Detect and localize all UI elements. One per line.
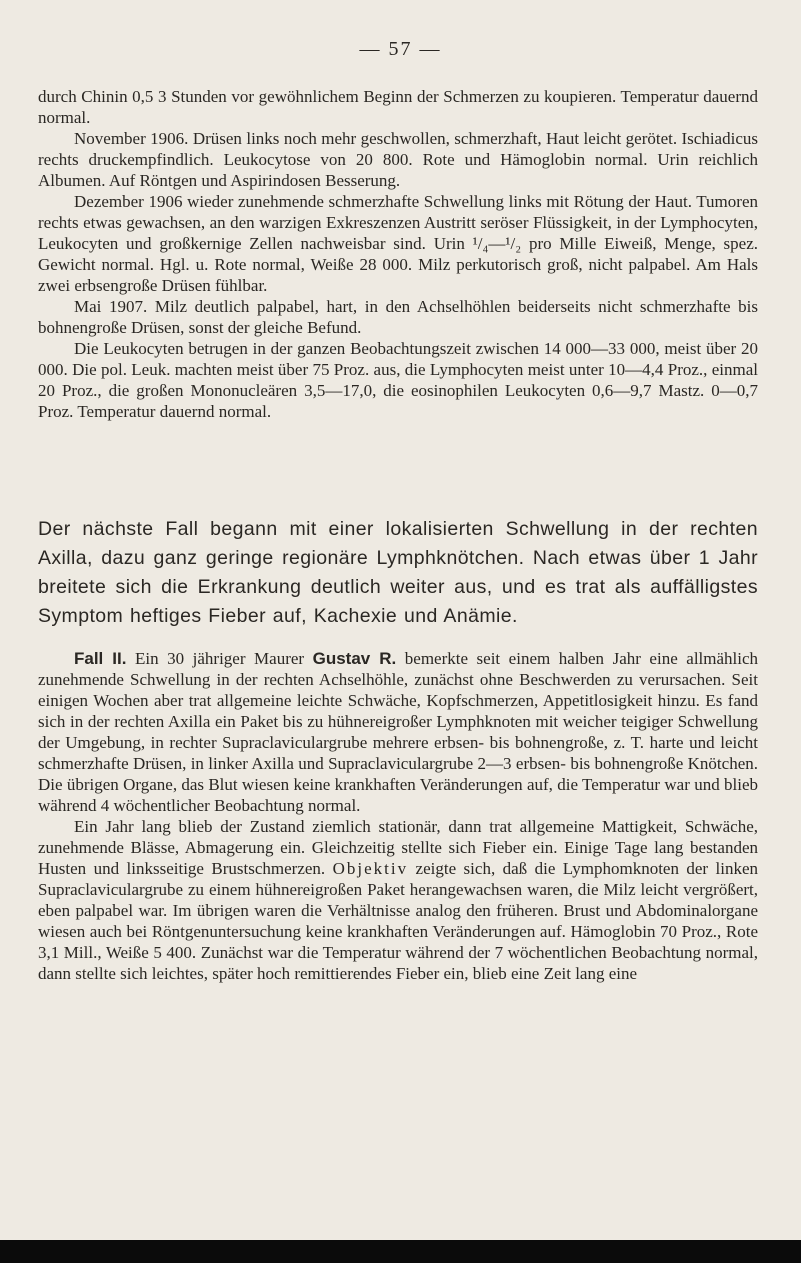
progression-before: Ein Jahr lang blieb der Zustand ziemlich stationär, dann trat allgemeine Mattigkeit, Schwäche, zunehmende Blässe, Abmagerung ein. Gleichzeitig stellte sich Fieber ein. Einige Tage lang bestanden Husten und linksseitige Brustschmerzen. <box>38 817 758 878</box>
case-block <box>38 648 758 984</box>
objektiv-word: Objektiv <box>332 859 409 878</box>
summary-paragraph: Der nächste Fall begann mit einer lokalisierten Schwellung in der rechten Axilla, dazu ganz geringe regionäre Lymphknötchen. Nach etwas über 1 Jahr breitete sich die Erkrankung deutlich weiter aus, und es trat als auffälligstes Symptom heftiges Fieber auf, Kachexie und Anämie. <box>38 518 758 627</box>
case-intro: Ein 30 jähriger Maurer <box>135 649 305 668</box>
paragraph-dezember-1906: Dezember 1906 wieder zunehmende schmerzhafte Schwellung links mit Rötung der Haut. Tumoren rechts etwas gewachsen, an den warzigen Exkreszenzen Austritt seröser Flüssigkeit, in der Lymphocyten, Leukocyten und großkernige Zellen nachweisbar sind. Urin ¹/₄—¹/₂ pro Mille Eiweiß, Menge, spez. Gewicht normal. Hgl. u. Rote normal, Weiße 28 000. Milz perkutorisch groß, nicht palpabel. Am Hals zwei erbsengroße Drüsen fühlbar. <box>38 192 758 295</box>
patient-name: Gustav R. <box>312 649 397 668</box>
paragraph-mai-1907: Mai 1907. Milz deutlich palpabel, hart, in den Achselhöhlen beiderseits nicht schmerzhafte bis bohnengroße Drüsen, sonst der gleiche Befund. <box>38 297 758 337</box>
paragraph-november-1906: November 1906. Drüsen links noch mehr geschwollen, schmerzhaft, Haut leicht gerötet. Ischiadicus rechts druckempfindlich. Leukocytose von 20 800. Rote und Hämoglobin normal. Urin reichlich Albumen. Auf Röntgen und Aspirindosen Besserung. <box>38 129 758 190</box>
paragraph-fall-ii <box>38 648 758 816</box>
page-number: — 57 — <box>359 38 442 60</box>
case-description: bemerkte seit einem halben Jahr eine allmählich zunehmende Schwellung in der rechten Achselhöhle, zunächst ohne Beschwerden zu verursachen. Seit einigen Wochen aber trat allgemeine leichte Schwäche, Kopfschmerzen, Appetitlosigkeit hinzu. Es fand sich in der rechten Axilla ein Paket bis zu hühnereigroßer Lymphknoten mit weicher teigiger Schwellung der Umgebung, in rechter Supraclaviculargrube mehrere erbsen- bis bohnengroße, z. T. harte und leicht schmerzhafte Drüsen, in linker Axilla und Supraclaviculargrube 2—3 erbsen- bis bohnengroße Knötchen. Die übrigen Organe, das Blut wiesen keine krankhaften Veränderungen auf, die Temperatur war und blieb während 4 wöchentlicher Beobachtung normal. <box>38 649 759 815</box>
case-heading: Fall II. <box>74 649 127 668</box>
paragraph-chinin: durch Chinin 0,5 3 Stunden vor gewöhnlichem Beginn der Schmerzen zu koupieren. Temperatur dauernd normal. <box>38 87 758 127</box>
scan-bottom-edge <box>0 1240 801 1263</box>
paragraph-leukocyten: Die Leukocyten betrugen in der ganzen Beobachtungszeit zwischen 14 000—33 000, meist über 20 000. Die pol. Leuk. machten meist über 75 Proz. aus, die Lymphocyten meist unter 10—4,4 Proz., einmal 20 Proz., die großen Mononucleären 3,5—17,0, die eosinophilen Leukocyten 0,6—9,7 Mastz. 0—0,7 Proz. Temperatur dauernd normal. <box>38 339 758 421</box>
paragraph-progression <box>38 816 758 984</box>
progression-after: zeigte sich, daß die Lymphomknoten der linken Supraclaviculargrube zu einem hühnereigroßen Paket herangewachsen waren, die Milz leicht vergrößert, eben palpabel war. Im übrigen waren die Verhältnisse analog den früheren. Brust und Abdominalorgane wiesen auch bei Röntgenuntersuchung keine krankhaften Veränderungen auf. Hämoglobin 70 Proz., Rote 3,1 Mill., Weiße 5 400. Zunächst war die Temperatur während der 7 wöchentlichen Beobachtung normal, dann stellte sich leichtes, später hoch remittierendes Fieber ein, blieb eine Zeit lang eine <box>38 859 759 983</box>
text-block-top <box>38 86 758 422</box>
summary-block <box>38 515 758 631</box>
